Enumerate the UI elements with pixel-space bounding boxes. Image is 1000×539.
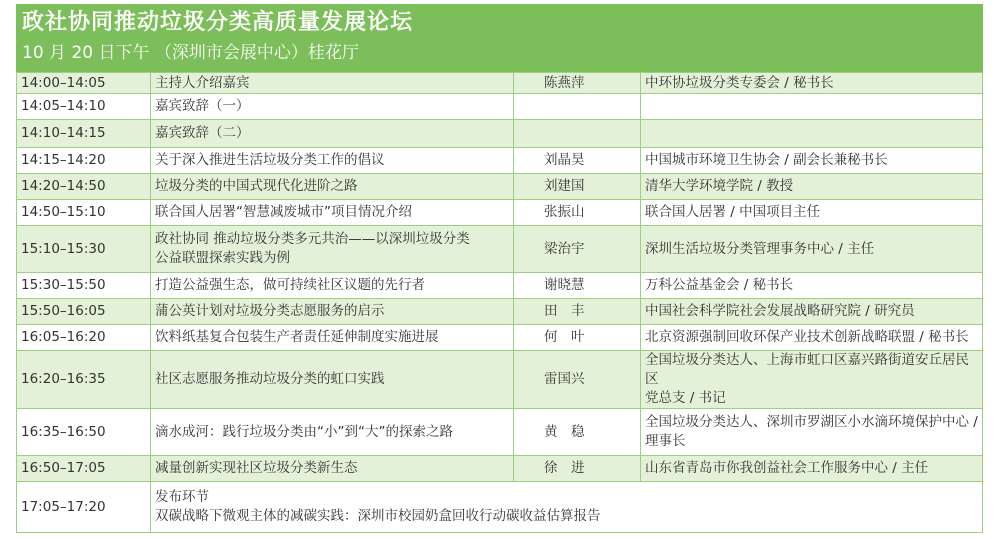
- speaker-cell-text: 田 丰: [544, 303, 585, 319]
- schedule-row: [17, 174, 983, 200]
- topic-cell-text: 社区志愿服务推动垃圾分类的虹口实践: [155, 371, 385, 387]
- speaker-cell: [514, 456, 641, 482]
- org-cell-text: 党总支 / 书记: [645, 390, 726, 406]
- time-cell: [17, 456, 151, 482]
- speaker-cell-text: 刘晶昊: [544, 152, 585, 168]
- time-cell-text: 15:50–16:05: [21, 303, 106, 319]
- time-cell-text: 16:35–16:50: [21, 423, 106, 440]
- time-cell: [17, 299, 151, 325]
- time-cell: [17, 73, 151, 94]
- schedule-row: [17, 73, 983, 94]
- topic-cell: [151, 273, 514, 299]
- topic-cell-text: 主持人介绍嘉宾: [155, 74, 250, 91]
- time-cell-text: 14:10–14:15: [21, 125, 106, 141]
- org-cell: [641, 73, 983, 94]
- schedule-row: [17, 482, 983, 533]
- schedule-row: [17, 325, 983, 351]
- topic-cell-text: 政社协同 推动垃圾分类多元共治——以深圳垃圾分类: [155, 231, 470, 247]
- topic-cell-text: 联合国人居署“智慧减废城市”项目情况介绍: [155, 204, 412, 220]
- topic-cell: [151, 200, 514, 226]
- topic-cell-text: 饮料纸基复合包装生产者责任延伸制度实施进展: [155, 329, 439, 345]
- org-cell-text: 中国社会科学院社会发展战略研究院 / 研究员: [645, 303, 915, 319]
- speaker-cell: [514, 94, 641, 120]
- speaker-cell: [514, 325, 641, 351]
- schedule-row: [17, 299, 983, 325]
- topic-cell: [151, 94, 514, 120]
- org-cell-text: 万科公益基金会 / 秘书长: [645, 277, 794, 293]
- speaker-cell-text: 谢晓慧: [544, 277, 585, 293]
- org-cell: [641, 351, 983, 409]
- topic-cell: [151, 174, 514, 200]
- topic-cell-text: 蒲公英计划对垃圾分类志愿服务的启示: [155, 303, 385, 319]
- schedule-row: [17, 148, 983, 174]
- org-cell-text: 深圳生活垃圾分类管理事务中心 / 主任: [645, 240, 875, 257]
- org-cell: [641, 174, 983, 200]
- time-cell-text: 14:20–14:50: [21, 178, 106, 194]
- topic-cell: [151, 456, 514, 482]
- time-cell: [17, 94, 151, 120]
- org-cell-text: 中环协垃圾分类专委会 / 秘书长: [645, 74, 834, 91]
- topic-cell-text: 滴水成河：践行垃圾分类由“小”到“大”的探索之路: [155, 423, 453, 440]
- forum-subtitle: 10 月 20 日下午 （深圳市会展中心）桂花厅: [22, 43, 359, 63]
- schedule-table: [16, 72, 983, 533]
- speaker-cell-text: 雷国兴: [544, 371, 585, 387]
- topic-cell: [151, 482, 983, 533]
- time-cell-text: 14:05–14:10: [21, 98, 106, 114]
- org-cell: [641, 273, 983, 299]
- topic-cell-text: 垃圾分类的中国式现代化进阶之路: [155, 178, 358, 194]
- speaker-cell: [514, 148, 641, 174]
- topic-cell: [151, 120, 514, 148]
- speaker-cell-text: 张振山: [544, 204, 585, 220]
- speaker-cell: [514, 299, 641, 325]
- time-cell: [17, 120, 151, 148]
- org-cell: [641, 226, 983, 273]
- time-cell-text: 15:30–15:50: [21, 277, 106, 293]
- org-cell: [641, 409, 983, 456]
- speaker-cell: [514, 174, 641, 200]
- topic-cell-text: 关于深入推进生活垃圾分类工作的倡议: [155, 152, 385, 168]
- speaker-cell: [514, 200, 641, 226]
- org-cell: [641, 456, 983, 482]
- org-cell-text: 全国垃圾分类达人、上海市虹口区嘉兴路街道安丘居民区: [645, 352, 969, 387]
- topic-cell-text: 减量创新实现社区垃圾分类新生态: [155, 460, 358, 476]
- time-cell-text: 14:15–14:20: [21, 152, 106, 168]
- org-cell-text: 全国垃圾分类达人、深圳市罗湖区小水滴环境保护中心 /: [645, 414, 978, 430]
- time-cell: [17, 273, 151, 299]
- org-cell-text: 北京资源强制回收环保产业技术创新战略联盟 / 秘书长: [645, 329, 969, 345]
- time-cell: [17, 148, 151, 174]
- org-cell-text: 理事长: [645, 433, 686, 449]
- org-cell: [641, 200, 983, 226]
- topic-cell: [151, 299, 514, 325]
- speaker-cell-text: 黄 稳: [544, 423, 585, 440]
- speaker-cell-text: 陈燕萍: [544, 74, 585, 91]
- time-cell: [17, 351, 151, 409]
- schedule-row: [17, 200, 983, 226]
- org-cell-text: 山东省青岛市你我创益社会工作服务中心 / 主任: [645, 460, 929, 476]
- time-cell: [17, 482, 151, 533]
- time-cell: [17, 226, 151, 273]
- time-cell: [17, 325, 151, 351]
- speaker-cell: [514, 226, 641, 273]
- speaker-cell: [514, 120, 641, 148]
- topic-cell-text: 双碳战略下微观主体的减碳实践：深圳市校园奶盒回收行动碳收益估算报告: [155, 508, 601, 524]
- topic-cell: [151, 351, 514, 409]
- schedule-row: [17, 409, 983, 456]
- schedule-row: [17, 226, 983, 273]
- org-cell: [641, 325, 983, 351]
- topic-cell-text: 公益联盟探索实践为例: [155, 250, 290, 266]
- speaker-cell-text: 梁治宇: [544, 240, 585, 257]
- topic-cell: [151, 73, 514, 94]
- topic-cell: [151, 226, 514, 273]
- topic-cell-text: 嘉宾致辞（一）: [155, 98, 250, 114]
- time-cell-text: 16:20–16:35: [21, 371, 106, 387]
- schedule-row: [17, 456, 983, 482]
- org-cell: [641, 299, 983, 325]
- org-cell-text: 中国城市环境卫生协会 / 副会长兼秘书长: [645, 152, 888, 168]
- schedule-row: [17, 94, 983, 120]
- time-cell-text: 16:05–16:20: [21, 329, 106, 345]
- time-cell-text: 14:50–15:10: [21, 204, 106, 220]
- time-cell: [17, 174, 151, 200]
- topic-cell-text: 发布环节: [155, 489, 209, 505]
- time-cell-text: 16:50–17:05: [21, 460, 106, 476]
- org-cell-text: 清华大学环境学院 / 教授: [645, 178, 794, 194]
- speaker-cell: [514, 73, 641, 94]
- schedule-row: [17, 351, 983, 409]
- schedule-row: [17, 120, 983, 148]
- topic-cell-text: 打造公益强生态，做可持续社区议题的先行者: [155, 277, 425, 293]
- speaker-cell: [514, 409, 641, 456]
- schedule-row: [17, 273, 983, 299]
- speaker-cell: [514, 351, 641, 409]
- org-cell: [641, 94, 983, 120]
- speaker-cell-text: 徐 进: [544, 460, 585, 476]
- time-cell-text: 14:00–14:05: [21, 74, 106, 91]
- org-cell: [641, 120, 983, 148]
- speaker-cell-text: 何 叶: [544, 329, 585, 345]
- topic-cell: [151, 409, 514, 456]
- forum-title: 政社协同推动垃圾分类高质量发展论坛: [22, 10, 414, 35]
- org-cell-text: 联合国人居署 / 中国项目主任: [645, 204, 821, 220]
- time-cell-text: 17:05–17:20: [21, 498, 106, 515]
- time-cell: [17, 200, 151, 226]
- speaker-cell: [514, 273, 641, 299]
- topic-cell: [151, 325, 514, 351]
- topic-cell: [151, 148, 514, 174]
- time-cell: [17, 409, 151, 456]
- org-cell: [641, 148, 983, 174]
- topic-cell-text: 嘉宾致辞（二）: [155, 125, 250, 141]
- forum-header: [16, 4, 983, 72]
- speaker-cell-text: 刘建国: [544, 178, 585, 194]
- time-cell-text: 15:10–15:30: [21, 240, 106, 257]
